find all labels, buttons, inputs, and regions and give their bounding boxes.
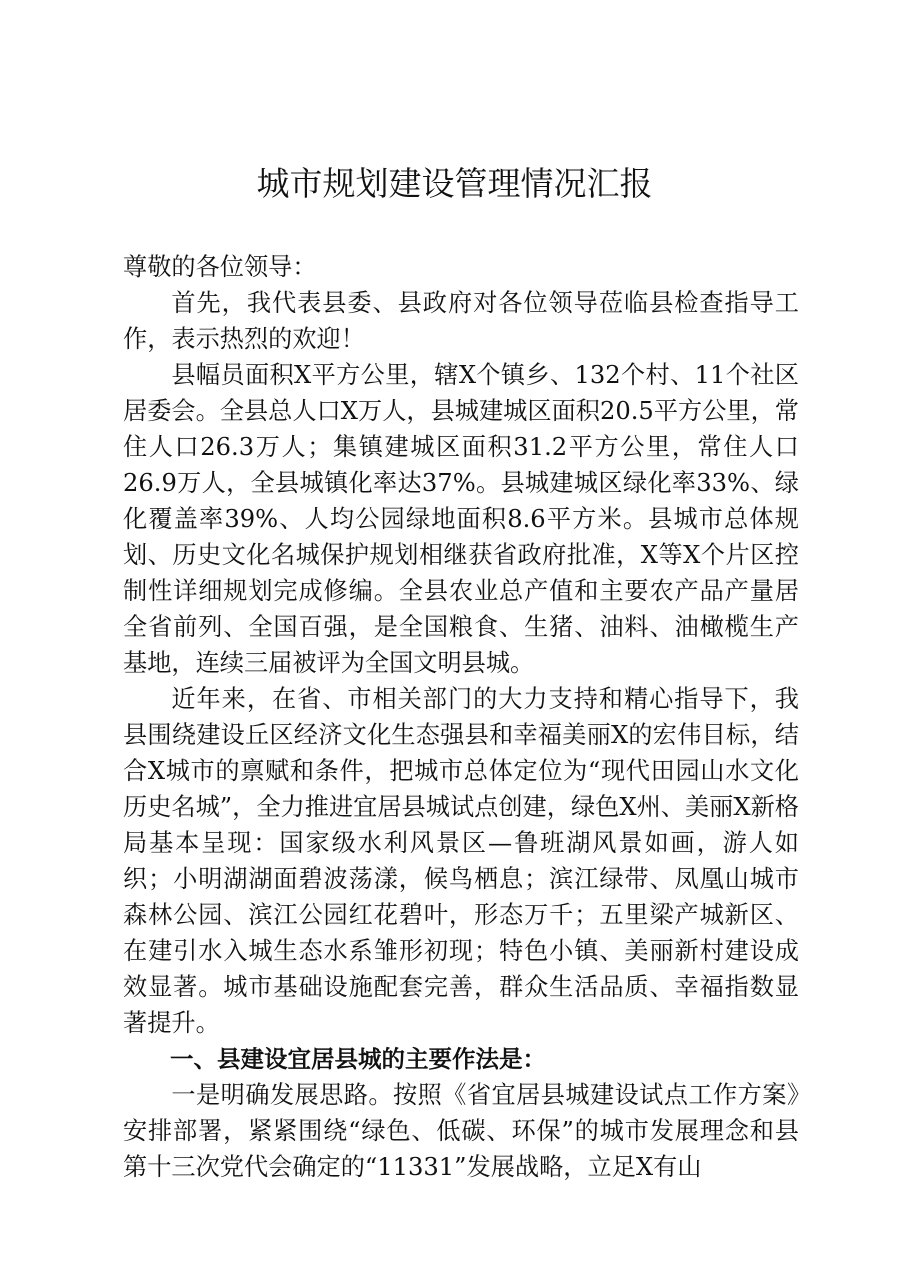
paragraph-development-approach: 一是明确发展思路。按照《省宜居县城建设试点工作方案》安排部署，紧紧围绕“绿色、低碳、环保”的城市发展理念和县第十三次党代会确定的“11331”发展战略，立足X有山: [123, 1081, 799, 1181]
section-heading: 一、县建设宜居县城的主要作法是：: [170, 1045, 546, 1073]
paragraph-county-overview: 县幅员面积X平方公里，辖X个镇乡、132个村、11个社区居委会。全县总人口X万人，县城建城区面积20.5平方公里，常住人口26.3万人；集镇建城区面积31.2平方公里，常住人口26.9万人，全县城镇化率达37%。县城建城区绿化率33%、绿化覆盖率39%、人均公园绿地面积8.6平方米。县城市总体规划、历史文化名城保护规划相继获省政府批准，X等X个片区控制性详细规划完成修编。全县农业总产值和主要农产品产量居全省前列、全国百强，是全国粮食、生猪、油料、油橄榄生产基地，连续三届被评为全国文明县城。: [123, 361, 799, 677]
document-body: [123, 249, 799, 1185]
salutation: 尊敬的各位领导：: [123, 253, 317, 281]
paragraph-welcome: 首先，我代表县委、县政府对各位领导莅临县检查指导工作，表示热烈的欢迎！: [123, 289, 799, 353]
paragraph-recent-progress: 近年来，在省、市相关部门的大力支持和精心指导下，我县围绕建设丘区经济文化生态强县和幸福美丽X的宏伟目标，结合X城市的禀赋和条件，把城市总体定位为“现代田园山水文化历史名城”，全力推进宜居县城试点创建，绿色X州、美丽X新格局基本呈现：国家级水利风景区—鲁班湖风景如画，游人如织；小明湖湖面碧波荡漾，候鸟栖息；滨江绿带、凤凰山城市森林公园、滨江公园红花碧叶，形态万千；五里梁产城新区、在建引水入城生态水系雏形初现；特色小镇、美丽新村建设成效显著。城市基础设施配套完善，群众生活品质、幸福指数显著提升。: [123, 685, 799, 1037]
document-title: 城市规划建设管理情况汇报: [256, 164, 653, 203]
